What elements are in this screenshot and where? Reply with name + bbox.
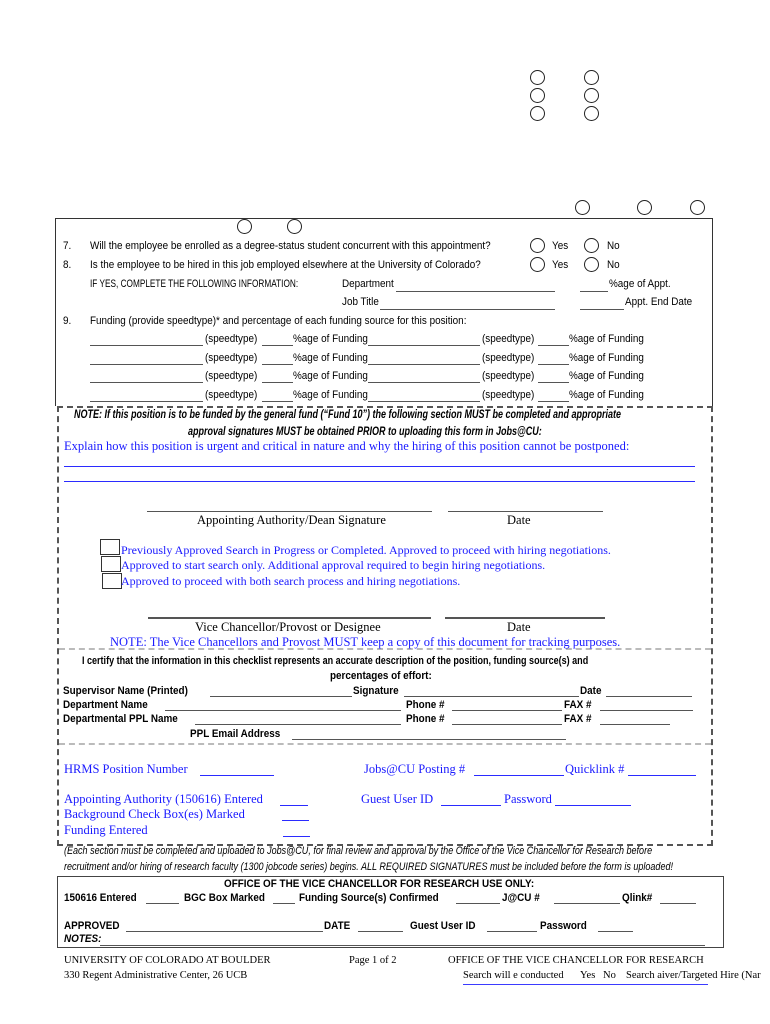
q7-no-radio[interactable] (584, 238, 599, 253)
speedtype-field[interactable] (368, 401, 480, 402)
ovcr-notes-label: NOTES: (64, 933, 102, 945)
pct-funding-label: %age of Funding (569, 351, 644, 364)
ppl-field[interactable] (195, 724, 401, 725)
date-label: Date (580, 685, 602, 697)
q8-yes-label: Yes (552, 259, 569, 271)
ovcr-guest-field[interactable] (487, 931, 537, 932)
radio-button[interactable] (287, 219, 302, 234)
supervisor-label: Supervisor Name (Printed) (63, 685, 188, 697)
section-divider (59, 743, 711, 745)
q7-yes-radio[interactable] (530, 238, 545, 253)
pct-funding-label: %age of Funding (569, 333, 644, 345)
vc-note: NOTE: The Vice Chancellors and Provost MUST keep a copy of this document for tracking purposes. (110, 635, 621, 649)
section-left-rule (55, 218, 56, 406)
speedtype-label: (speedtype) (205, 370, 258, 382)
ovcr-guest-label: Guest User ID (410, 920, 476, 932)
guest-field[interactable] (441, 805, 501, 806)
radio-button[interactable] (637, 200, 652, 215)
dept-field[interactable] (165, 710, 401, 711)
footer-address: 330 Regent Administrative Center, 26 UCB (64, 970, 248, 981)
supervisor-field[interactable] (210, 696, 352, 697)
dean-signature-line[interactable] (147, 511, 432, 512)
radio-button[interactable] (530, 88, 545, 103)
ovcr-password-field[interactable] (598, 931, 633, 932)
q7-yes-label: Yes (552, 240, 569, 252)
speedtype-label: (speedtype) (482, 333, 535, 345)
q7-no-label: No (607, 240, 620, 252)
radio-button[interactable] (530, 106, 545, 121)
pct-funding-field[interactable] (538, 401, 569, 402)
date-field[interactable] (606, 696, 692, 697)
footer-yes: Yes (580, 970, 596, 981)
radio-button[interactable] (237, 219, 252, 234)
department-field[interactable] (396, 291, 555, 292)
radio-button[interactable] (584, 70, 599, 85)
quicklink-field[interactable] (628, 775, 696, 776)
certify-line1: I certify that the information in this checklist represents an accurate description of the position, funding source(s) and (82, 655, 589, 667)
pct-funding-field[interactable] (538, 345, 569, 346)
appointing-label: Appointing Authority (150616) Entered (64, 792, 263, 806)
q9-text: Funding (provide speedtype)* and percentage of each funding source for this position: (90, 315, 467, 327)
posting-label: Jobs@CU Posting # (364, 762, 466, 776)
option-checkbox-3[interactable] (102, 573, 122, 589)
search-waiver-link[interactable]: Search aiver/Targeted Hire (Nar (626, 970, 761, 981)
ppl-fax-label: FAX # (564, 713, 592, 725)
job-title-field[interactable] (380, 309, 555, 310)
pct-funding-label: %age of Funding (293, 333, 368, 345)
q8-no-label: No (607, 259, 620, 271)
footer-no: No (603, 970, 616, 981)
hrms-position-label: HRMS Position Number (64, 762, 188, 776)
posting-field[interactable] (474, 775, 564, 776)
speedtype-field[interactable] (90, 401, 203, 402)
option-label-3: Approved to proceed with both search process and hiring negotiations. (121, 574, 461, 588)
option-checkbox-2[interactable] (101, 556, 121, 572)
speedtype-field[interactable] (90, 382, 203, 383)
ppl-fax-field[interactable] (600, 724, 670, 725)
funding-field[interactable] (283, 836, 310, 837)
speedtype-label: (speedtype) (205, 351, 258, 364)
speedtype-label: (speedtype) (482, 388, 535, 401)
ovcr-jcu-field[interactable] (554, 903, 620, 904)
section-right-rule (712, 218, 713, 406)
radio-button[interactable] (584, 106, 599, 121)
bgc-field[interactable] (282, 820, 309, 821)
section-top-rule (55, 218, 713, 219)
password-field[interactable] (555, 805, 631, 806)
ppl-email-field[interactable] (292, 739, 566, 740)
radio-button[interactable] (690, 200, 705, 215)
vc-signature-label: Vice Chancellor/Provost or Designee (195, 620, 381, 634)
job-title-label: Job Title (342, 296, 379, 308)
ovcr-entered-label: 150616 Entered (64, 892, 137, 904)
speedtype-field[interactable] (368, 382, 480, 383)
pct-funding-label: %age of Funding (293, 370, 368, 382)
pct-funding-label: %age of Funding (569, 388, 644, 401)
ovcr-date-field[interactable] (358, 931, 403, 932)
pct-funding-field[interactable] (262, 364, 293, 365)
speedtype-label: (speedtype) (482, 370, 535, 382)
speedtype-field[interactable] (368, 345, 480, 346)
ovcr-notes-field[interactable] (100, 945, 705, 946)
radio-button[interactable] (530, 70, 545, 85)
footer-office: OFFICE OF THE VICE CHANCELLOR FOR RESEARCH (448, 955, 704, 966)
ovcr-title: OFFICE OF THE VICE CHANCELLOR FOR RESEARCH USE ONLY: (224, 878, 535, 890)
certify-line2: percentages of effort: (330, 670, 432, 682)
ovcr-bgc-label: BGC Box Marked (184, 892, 265, 904)
ovcr-qlink-field[interactable] (660, 903, 696, 904)
pct-funding-field[interactable] (262, 382, 293, 383)
option-checkbox-1[interactable] (100, 539, 120, 555)
fax-label: FAX # (564, 699, 592, 711)
dean-date-line[interactable] (448, 511, 603, 512)
bgc-label: Background Check Box(es) Marked (64, 807, 245, 821)
q8-text: Is the employee to be hired in this job employed elsewhere at the University of Colorado? (90, 259, 481, 271)
ppl-email-label: PPL Email Address (190, 728, 281, 740)
q8-number: 8. (63, 259, 72, 271)
pct-funding-field[interactable] (538, 382, 569, 383)
pct-funding-field[interactable] (262, 401, 293, 402)
note-line2: approval signatures MUST be obtained PRIOR to uploading this form in Jobs@CU: (188, 424, 542, 438)
pct-funding-label: %age of Funding (569, 370, 644, 382)
pct-funding-field[interactable] (538, 364, 569, 365)
ovcr-approved-label: APPROVED (64, 920, 120, 932)
dept-label: Department Name (63, 699, 148, 711)
speedtype-label: (speedtype) (482, 351, 535, 364)
explain-label: Explain how this position is urgent and critical in nature and why the hiring of this position cannot be postponed: (64, 439, 630, 453)
speedtype-field[interactable] (90, 345, 203, 346)
vc-signature-line[interactable] (148, 617, 431, 619)
vc-date-label: Date (507, 620, 531, 634)
explain-line-1[interactable] (64, 466, 695, 467)
signature-field[interactable] (404, 696, 579, 697)
pct-appt-field[interactable] (580, 291, 608, 292)
speedtype-label: (speedtype) (205, 333, 258, 345)
signature-label: Signature (353, 685, 399, 697)
phone-label: Phone # (406, 699, 445, 711)
general-fund-section-border (57, 406, 713, 846)
pct-funding-label: %age of Funding (293, 388, 368, 401)
q7-number: 7. (63, 240, 72, 252)
search-conducted-link[interactable]: Search will e conducted (463, 970, 564, 981)
ovcr-jcu-label: J@CU # (502, 892, 540, 904)
phone-field[interactable] (452, 710, 562, 711)
ovcr-password-label: Password (540, 920, 587, 932)
ovcr-approved-field[interactable] (126, 931, 323, 932)
appt-end-field[interactable] (580, 309, 624, 310)
ppl-label: Departmental PPL Name (63, 713, 178, 725)
funding-label: Funding Entered (64, 823, 148, 837)
ovcr-funding-field[interactable] (456, 903, 500, 904)
radio-button[interactable] (575, 200, 590, 215)
q9-number: 9. (63, 315, 72, 327)
ovcr-entered-field[interactable] (146, 903, 179, 904)
pct-funding-field[interactable] (262, 345, 293, 346)
ovcr-qlink-label: Qlink# (622, 892, 653, 904)
dean-date-label: Date (507, 513, 531, 527)
dean-signature-label: Appointing Authority/Dean Signature (197, 513, 386, 527)
footer-university: UNIVERSITY OF COLORADO AT BOULDER (64, 955, 271, 966)
speedtype-field[interactable] (368, 364, 480, 365)
hrms-position-field[interactable] (200, 775, 274, 776)
footer-note-2: recruitment and/or hiring of research faculty (1300 jobcode series) begins. ALL REQUIRED SIGNATURES must be included before the form is uploaded! (64, 861, 673, 873)
department-label: Department (342, 278, 394, 290)
footer-link-underline (463, 984, 708, 985)
quicklink-label: Quicklink # (565, 762, 625, 776)
q8-no-radio[interactable] (584, 257, 599, 272)
option-label-2: Approved to start search only. Additional approval required to begin hiring negotiations. (121, 558, 546, 572)
appointing-field[interactable] (280, 805, 308, 806)
q7-text: Will the employee be enrolled as a degree-status student concurrent with this appointment? (90, 240, 491, 252)
pct-funding-label: %age of Funding (293, 351, 368, 364)
page-number: Page 1 of 2 (349, 955, 397, 966)
appt-end-label: Appt. End Date (625, 296, 693, 308)
ovcr-bgc-field[interactable] (273, 903, 295, 904)
note-line1: NOTE: If this position is to be funded by the general fund (“Fund 10”) the following section MUST be completed and appropriate (74, 407, 622, 421)
ovcr-funding-label: Funding Source(s) Confirmed (299, 892, 439, 904)
radio-button[interactable] (584, 88, 599, 103)
guest-label: Guest User ID (361, 792, 434, 806)
fax-field[interactable] (600, 710, 693, 711)
speedtype-label: (speedtype) (205, 388, 258, 401)
footer-note-1: (Each section must be completed and uploaded to Jobs@CU, for final review and approval by the Office of the Vice Chancellor for Research before (64, 845, 653, 857)
explain-line-2[interactable] (64, 481, 695, 482)
speedtype-field[interactable] (90, 364, 203, 365)
vc-date-line[interactable] (445, 617, 605, 619)
password-label: Password (504, 792, 552, 806)
ovcr-date-label: DATE (324, 920, 351, 932)
q8-yes-radio[interactable] (530, 257, 545, 272)
option-label-1: Previously Approved Search in Progress or Completed. Approved to proceed with hiring negotiations. (121, 543, 611, 557)
q8-if-yes: IF YES, COMPLETE THE FOLLOWING INFORMATION: (90, 278, 299, 290)
ppl-phone-label: Phone # (406, 713, 445, 725)
pct-appt-label: %age of Appt. (609, 278, 671, 290)
ppl-phone-field[interactable] (452, 724, 562, 725)
